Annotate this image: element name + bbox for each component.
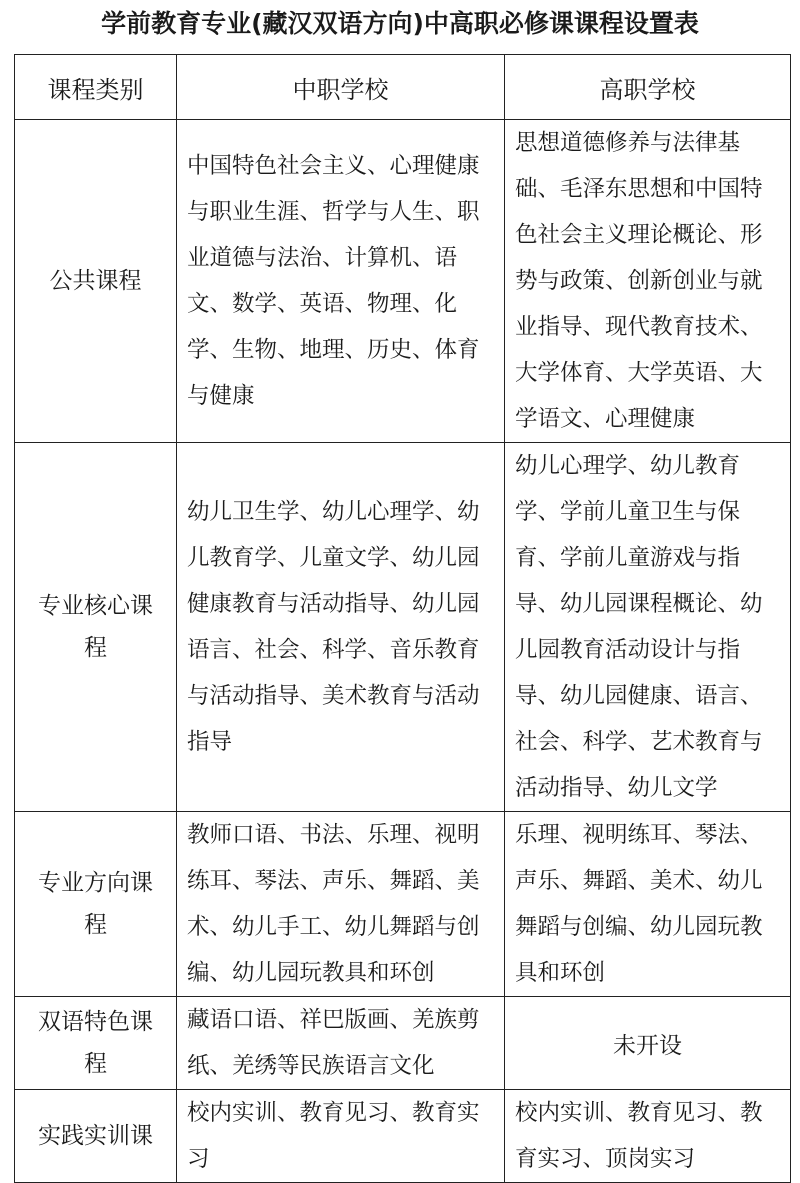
page-title: 学前教育专业(藏汉双语方向)中高职必修课课程设置表 <box>101 9 699 38</box>
category-cell: 实践实训课 <box>15 1090 177 1183</box>
secondary-cell: 教师口语、书法、乐理、视明练耳、琴法、声乐、舞蹈、美术、幼儿手工、幼儿舞蹈与创编、幼儿园玩教具和环创 <box>177 812 505 997</box>
category-cell: 专业核心课程 <box>15 443 177 812</box>
header-secondary-school: 中职学校 <box>177 55 505 120</box>
category-cell: 公共课程 <box>15 120 177 443</box>
higher-cell: 乐理、视明练耳、琴法、声乐、舞蹈、美术、幼儿舞蹈与创编、幼儿园玩教具和环创 <box>505 812 791 997</box>
higher-cell: 思想道德修养与法律基础、毛泽东思想和中国特色社会主义理论概论、形势与政策、创新创业与就业指导、现代教育技术、大学体育、大学英语、大学语文、心理健康 <box>505 120 791 443</box>
table-row-bilingual <box>15 997 791 1090</box>
category-cell: 双语特色课程 <box>15 997 177 1090</box>
table-row-public <box>15 120 791 443</box>
secondary-cell: 校内实训、教育见习、教育实习 <box>177 1090 505 1183</box>
header-row <box>15 55 791 120</box>
course-table <box>14 54 791 1183</box>
table-row-practice <box>15 1090 791 1183</box>
higher-cell: 幼儿心理学、幼儿教育学、学前儿童卫生与保育、学前儿童游戏与指导、幼儿园课程概论、幼儿园教育活动设计与指导、幼儿园健康、语言、社会、科学、艺术教育与活动指导、幼儿文学 <box>505 443 791 812</box>
secondary-cell: 藏语口语、祥巴版画、羌族剪纸、羌绣等民族语言文化 <box>177 997 505 1090</box>
table-row-direction <box>15 812 791 997</box>
secondary-cell: 幼儿卫生学、幼儿心理学、幼儿教育学、儿童文学、幼儿园健康教育与活动指导、幼儿园语言、社会、科学、音乐教育与活动指导、美术教育与活动指导 <box>177 443 505 812</box>
table-row-core <box>15 443 791 812</box>
header-higher-vocational: 高职学校 <box>505 55 791 120</box>
header-category: 课程类别 <box>15 55 177 120</box>
higher-cell: 校内实训、教育见习、教育实习、顶岗实习 <box>505 1090 791 1183</box>
secondary-cell: 中国特色社会主义、心理健康与职业生涯、哲学与人生、职业道德与法治、计算机、语文、数学、英语、物理、化学、生物、地理、历史、体育与健康 <box>177 120 505 443</box>
category-cell: 专业方向课程 <box>15 812 177 997</box>
higher-cell: 未开设 <box>505 997 791 1090</box>
